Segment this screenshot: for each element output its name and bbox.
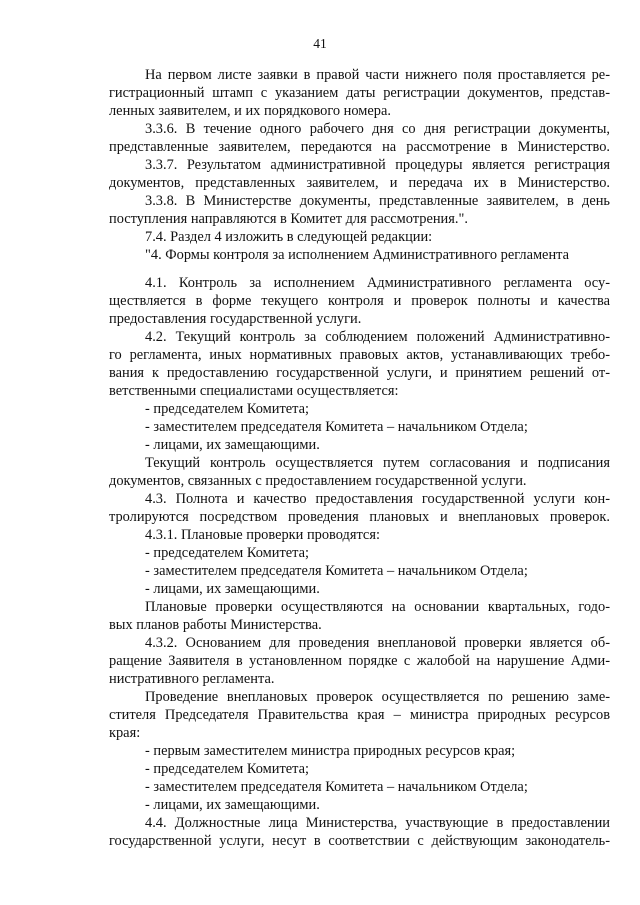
text-line: 4.4. Должностные лица Министерства, участвующие в предоставлении [145, 815, 610, 831]
list-item: - председателем Комитета; [145, 761, 309, 777]
list-item: - первым заместителем министра природных ресурсов края; [145, 743, 516, 759]
list-item: - лицами, их замещающими. [145, 797, 320, 813]
list-item: - заместителем председателя Комитета – начальником Отдела; [145, 419, 528, 435]
text-line: Плановые проверки осуществляются на основании квартальных, годо- [145, 599, 610, 615]
text-line: 3.3.6. В течение одного рабочего дня со дня регистрации документы, [145, 121, 610, 137]
text-line: 7.4. Раздел 4 изложить в следующей редакции: [145, 229, 433, 245]
text-line: Проведение внеплановых проверок осуществляется по решению заме- [145, 689, 610, 705]
text-line: Текущий контроль осуществляется путем согласования и подписания [145, 455, 610, 471]
list-item: - председателем Комитета; [145, 545, 309, 561]
text-line: 3.3.8. В Министерстве документы, представленные заявителем, в день [145, 193, 610, 209]
text-line: вых планов работы Министерства. [109, 617, 322, 633]
text-line: поступления направляются в Комитет для рассмотрения.". [109, 211, 468, 227]
section-heading: "4. Формы контроля за исполнением Административного регламента [145, 247, 570, 263]
page-number: 41 [313, 36, 327, 51]
text-line: государственной услуги, несут в соответствии с действующим законодатель- [109, 833, 610, 849]
text-line: 3.3.7. Результатом административной процедуры является регистрация [145, 157, 610, 173]
text-line: ращение Заявителя в установленном порядке с жалобой на нарушение Адми- [109, 653, 610, 669]
list-item: - лицами, их замещающими. [145, 581, 320, 597]
text-line: края: [109, 725, 141, 741]
text-line: документов, представленных заявителем, и передача их в Министерство. [109, 175, 610, 191]
text-line: 4.1. Контроль за исполнением Административного регламента осу- [145, 275, 610, 291]
text-line: На первом листе заявки в правой части нижнего поля проставляется ре- [145, 67, 610, 83]
list-item: - заместителем председателя Комитета – начальником Отдела; [145, 779, 528, 795]
text-line: ленных заявителем, и их порядкового номера. [109, 103, 391, 119]
text-line: стителя Председателя Правительства края – министра природных ресурсов [109, 707, 610, 723]
list-item: - председателем Комитета; [145, 401, 309, 417]
text-line: вания к предоставлению государственной услуги, и принятием решений от- [109, 365, 610, 381]
text-line: 4.2. Текущий контроль за соблюдением положений Административно- [145, 329, 610, 345]
list-item: - лицами, их замещающими. [145, 437, 320, 453]
text-line: нистративного регламента. [109, 671, 275, 687]
text-line: го регламента, иных нормативных правовых актов, устанавливающих требо- [109, 347, 610, 363]
text-line: 4.3. Полнота и качество предоставления государственной услуги кон- [145, 491, 610, 507]
text-line: ществляется в форме текущего контроля и проверок полноты и качества [109, 293, 610, 309]
text-line: документов, связанных с предоставлением государственной услуги. [109, 473, 527, 489]
text-line: 4.3.1. Плановые проверки проводятся: [145, 527, 380, 543]
text-line: представленные заявителем, передаются на рассмотрение в Министерство. [109, 139, 610, 155]
text-line: 4.3.2. Основанием для проведения внеплановой проверки является об- [145, 635, 610, 651]
text-line: предоставления государственной услуги. [109, 311, 362, 327]
text-line: гистрационный штамп с указанием даты регистрации документов, представ- [109, 85, 610, 101]
text-line: ветственными специалистами осуществляется: [109, 383, 399, 399]
text-line: тролируются посредством проведения плановых и внеплановых проверок. [109, 509, 610, 525]
list-item: - заместителем председателя Комитета – начальником Отдела; [145, 563, 528, 579]
